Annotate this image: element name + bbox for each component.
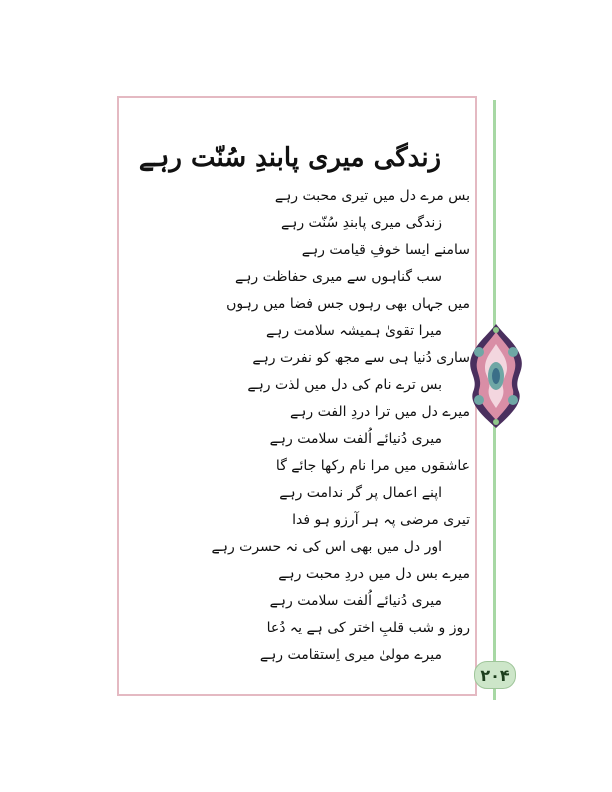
verse-line-10: میری دُنیائے اُلفت سلامت رہے	[269, 431, 442, 447]
verse-line-16: میری دُنیائے اُلفت سلامت رہے	[269, 593, 442, 609]
floral-ornament	[467, 322, 525, 430]
verse-line-6: میرا تقویٰ ہمیشہ سلامت رہے	[265, 323, 442, 339]
verse-line-14: اور دل میں بھی اس کی نہ حسرت رہے	[211, 539, 442, 555]
verse-line-13: تیری مرضی پہ ہر آرزو ہو فدا	[292, 512, 470, 528]
verse-line-4: سب گناہوں سے میری حفاظت رہے	[235, 269, 442, 285]
verse-line-3: سامنے ایسا خوفِ قیامت رہے	[301, 242, 470, 258]
verse-line-8: بس ترے نام کی دل میں لذت رہے	[247, 377, 442, 393]
verse-line-15: میرے بس دل میں دردِ محبت رہے	[278, 566, 470, 582]
verse-line-11: عاشقوں میں مرا نام رکھا جائے گا	[275, 458, 470, 474]
verse-line-18: میرے مولیٰ میری اِستقامت رہے	[259, 647, 442, 663]
verse-line-9: میرے دل میں ترا دردِ الفت رہے	[289, 404, 470, 420]
ornament-body	[470, 324, 522, 428]
verse-line-12: اپنے اعمال پر گر ندامت رہے	[279, 485, 442, 501]
verse-line-1: بس مرے دل میں تیری محبت رہے	[274, 188, 470, 204]
verse-line-2: زندگی میری پابندِ سُنّت رہے	[280, 215, 442, 231]
verse-line-5: میں جہاں بھی رہوں جس فضا میں رہوں	[226, 296, 470, 312]
poem-title: زندگی میری پابندِ سُنّت رہے	[138, 143, 442, 173]
verse-line-17: روز و شب قلبِ اختر کی ہے یہ دُعا	[266, 620, 470, 636]
page-number-badge: ۲۰۴	[474, 661, 516, 689]
verse-line-7: ساری دُنیا ہی سے مجھ کو نفرت رہے	[252, 350, 470, 366]
